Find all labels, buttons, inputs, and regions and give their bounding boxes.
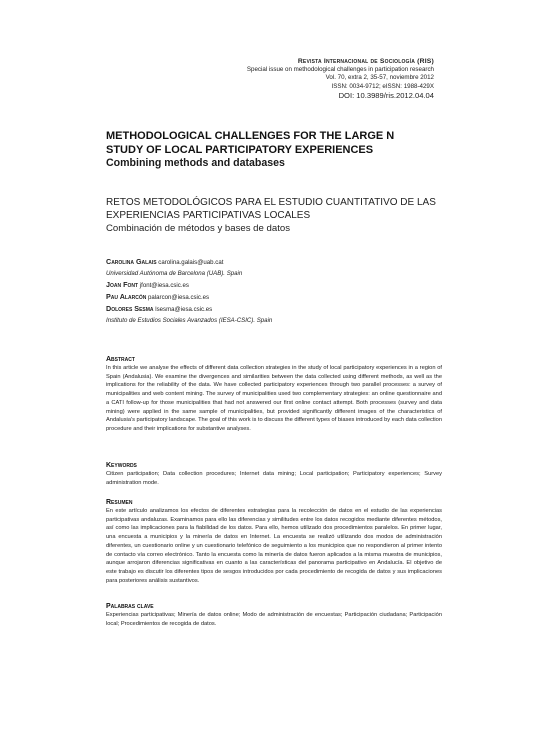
volume-line: Vol. 70, extra 2, 35-57, noviembre 2012	[325, 74, 434, 82]
special-issue-line: Special issue on methodological challenges in participation research	[246, 66, 434, 74]
abstract-heading: Abstract	[106, 356, 135, 363]
resumen-heading: Resumen	[106, 499, 133, 506]
author-email[interactable]: lsesma@iesa.csic.es	[155, 306, 213, 313]
palabras-clave-heading: Palabras clave	[106, 603, 154, 610]
author-affiliation: Instituto de Estudios Sociales Avanzados (IESA-CSIC). Spain	[106, 317, 273, 324]
title-line-2: STUDY OF LOCAL PARTICIPATORY EXPERIENCES	[106, 143, 374, 156]
author-affiliation: Universidad Autónoma de Barcelona (UAB). Spain	[106, 270, 243, 277]
author-entry	[106, 279, 446, 291]
keywords-text: Citizen participation; Data collection procedures; Internet data mining; Local participation; Participatory experiences; Survey administration mode.	[106, 471, 442, 486]
palabras-clave-text: Experiencias participativas; Minería de datos online; Modo de administración de encuestas; Participación ciudadana; Participación local; Procedimientos de recogida de datos.	[106, 612, 442, 627]
doi-line: DOI: 10.3989/ris.2012.04.04	[338, 90, 434, 100]
keywords-section	[106, 461, 442, 487]
issn-line: ISSN: 0034-9712; eISSN: 1988-429X	[331, 82, 434, 90]
author-email[interactable]: carolina.galais@uab.cat	[158, 259, 224, 266]
article-subtitle: Combining methods and databases	[106, 157, 285, 169]
resumen-text: En este artículo analizamos los efectos de diferentes estrategias para la recolección de datos en el estudio de las experiencias participativas andaluzas. Examinamos para ello las diferencias y similitudes entre los datos recogidos mediante diferentes métodos, así como las implicaciones para la fiabilidad de los datos. Para ello, hemos utilizado dos procedimientos paralelos. En primer lugar, una encuesta a municipios y la minería de datos en Internet. La encuesta se realizó utilizando dos modos de administración diferentes, un cuestionario online y un cuestionario telefónico de seguimiento a los municipios que no respondieron al primer intento de contacto vía correo electrónico. Tanto la encuesta como la minería de datos fueron aplicados a la misma muestra de municipios, aunque arrojaron diferencias significativas en cuanto a las características del panorama participativo en Andalucía. El objetivo de este trabajo es discutir los diferentes tipos de sesgos introducidos por cada procedimiento de recogida de datos y sus implicaciones para posteriores análisis sustantivos.	[106, 508, 442, 584]
keywords-heading: Keywords	[106, 462, 137, 469]
author-block	[106, 256, 446, 326]
journal-name: Revista Internacional de Sociología (RIS)	[297, 58, 434, 65]
author-name: Joan Font	[106, 280, 139, 289]
author-email[interactable]: jfont@iesa.csic.es	[139, 282, 189, 289]
author-name: Pau Alarcón	[106, 292, 147, 301]
resumen-section	[106, 498, 442, 585]
title-line-1: METHODOLOGICAL CHALLENGES FOR THE LARGE N	[106, 130, 395, 142]
author-entry	[106, 303, 446, 315]
palabras-clave-section	[106, 602, 442, 628]
journal-header	[247, 58, 434, 100]
abstract-text: In this article we analyse the effects of different data collection strategies in the study of local participatory experiences in a region of Spain (Andalusia). We examine the divergences and similarities between the data collected using different methods, as well as the implications for the reliability of the data. We have collected participatory experiences through two parallel processes: a survey of municipalities and web content mining. The survey of municipalities used two complementary strategies: an online questionnaire and a CATI follow-up for those municipalities that had not answered our first online contact attempt. Both processes (survey and data mining) were applied in the same sample of municipalities, but provided significantly different images of the characteristics of Andalusia's participatory landscape. The goal of this work is to discuss the different types of biases introduced by each data collection procedure and their implications for substantive analyses.	[106, 365, 442, 432]
author-name: Dolores Sesma	[106, 304, 154, 313]
author-email[interactable]: palarcon@iesa.csic.es	[148, 294, 210, 301]
article-title	[106, 130, 446, 157]
author-entry	[106, 291, 446, 303]
author-entry	[106, 256, 446, 268]
spanish-subtitle: Combinación de métodos y bases de datos	[106, 223, 290, 234]
abstract-section	[106, 355, 442, 434]
author-name: Carolina Galais	[106, 257, 157, 266]
spanish-title: RETOS METODOLÓGICOS PARA EL ESTUDIO CUANTITATIVO DE LAS EXPERIENCIAS PARTICIPATIVAS LOCALES	[106, 197, 436, 221]
